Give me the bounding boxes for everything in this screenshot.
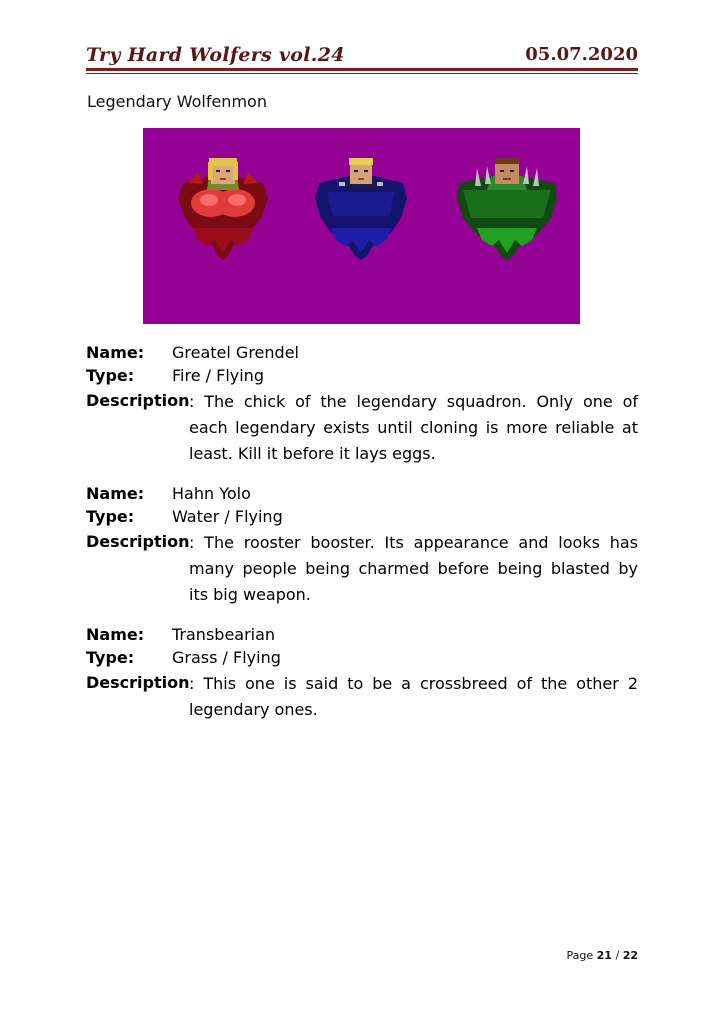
green-eagle-sprite [457,158,557,260]
section-heading: Legendary Wolfenmon [87,92,267,111]
legendary-sprites-image [143,128,580,324]
page-current: 21 [596,949,612,962]
header-rule-thin [86,73,638,74]
name-label: Name: [86,484,145,503]
wolfenmon-entry-3 [86,623,638,723]
entry-description: : The chick of the legendary squadron. Only one of each legendary exists until cloning is more reliable at least. Kill it before it lays eggs. [189,392,638,463]
blue-eagle-sprite [315,158,407,260]
document-date: 05.07.2020 [525,44,638,65]
page-label: Page [566,949,594,962]
entry-type: Water / Flying [172,507,283,526]
wolfenmon-entry-2 [86,482,638,608]
page-footer [567,949,638,962]
description-label: Description [86,391,190,410]
type-label: Type: [86,648,135,667]
entry-type: Fire / Flying [172,366,264,385]
type-label: Type: [86,366,135,385]
entry-type: Grass / Flying [172,648,281,667]
red-eagle-sprite [178,158,268,260]
entry-name: Hahn Yolo [172,484,251,503]
header-rule-thick [86,68,638,71]
name-label: Name: [86,343,145,362]
entry-description: : This one is said to be a crossbreed of the other 2 legendary ones. [189,674,638,719]
page-separator: / [615,949,620,962]
entry-name: Transbearian [172,625,276,644]
sprites-svg [143,128,580,324]
page-header [86,44,638,66]
wolfenmon-entry-1 [86,341,638,467]
description-label: Description [86,673,190,692]
page-total: 22 [622,949,638,962]
type-label: Type: [86,507,135,526]
document-title: Try Hard Wolfers vol.24 [86,44,345,66]
description-label: Description [86,532,190,551]
entry-name: Greatel Grendel [172,343,299,362]
name-label: Name: [86,625,145,644]
entry-description: : The rooster booster. Its appearance and looks has many people being charmed before being blasted by its big weapon. [189,533,638,604]
